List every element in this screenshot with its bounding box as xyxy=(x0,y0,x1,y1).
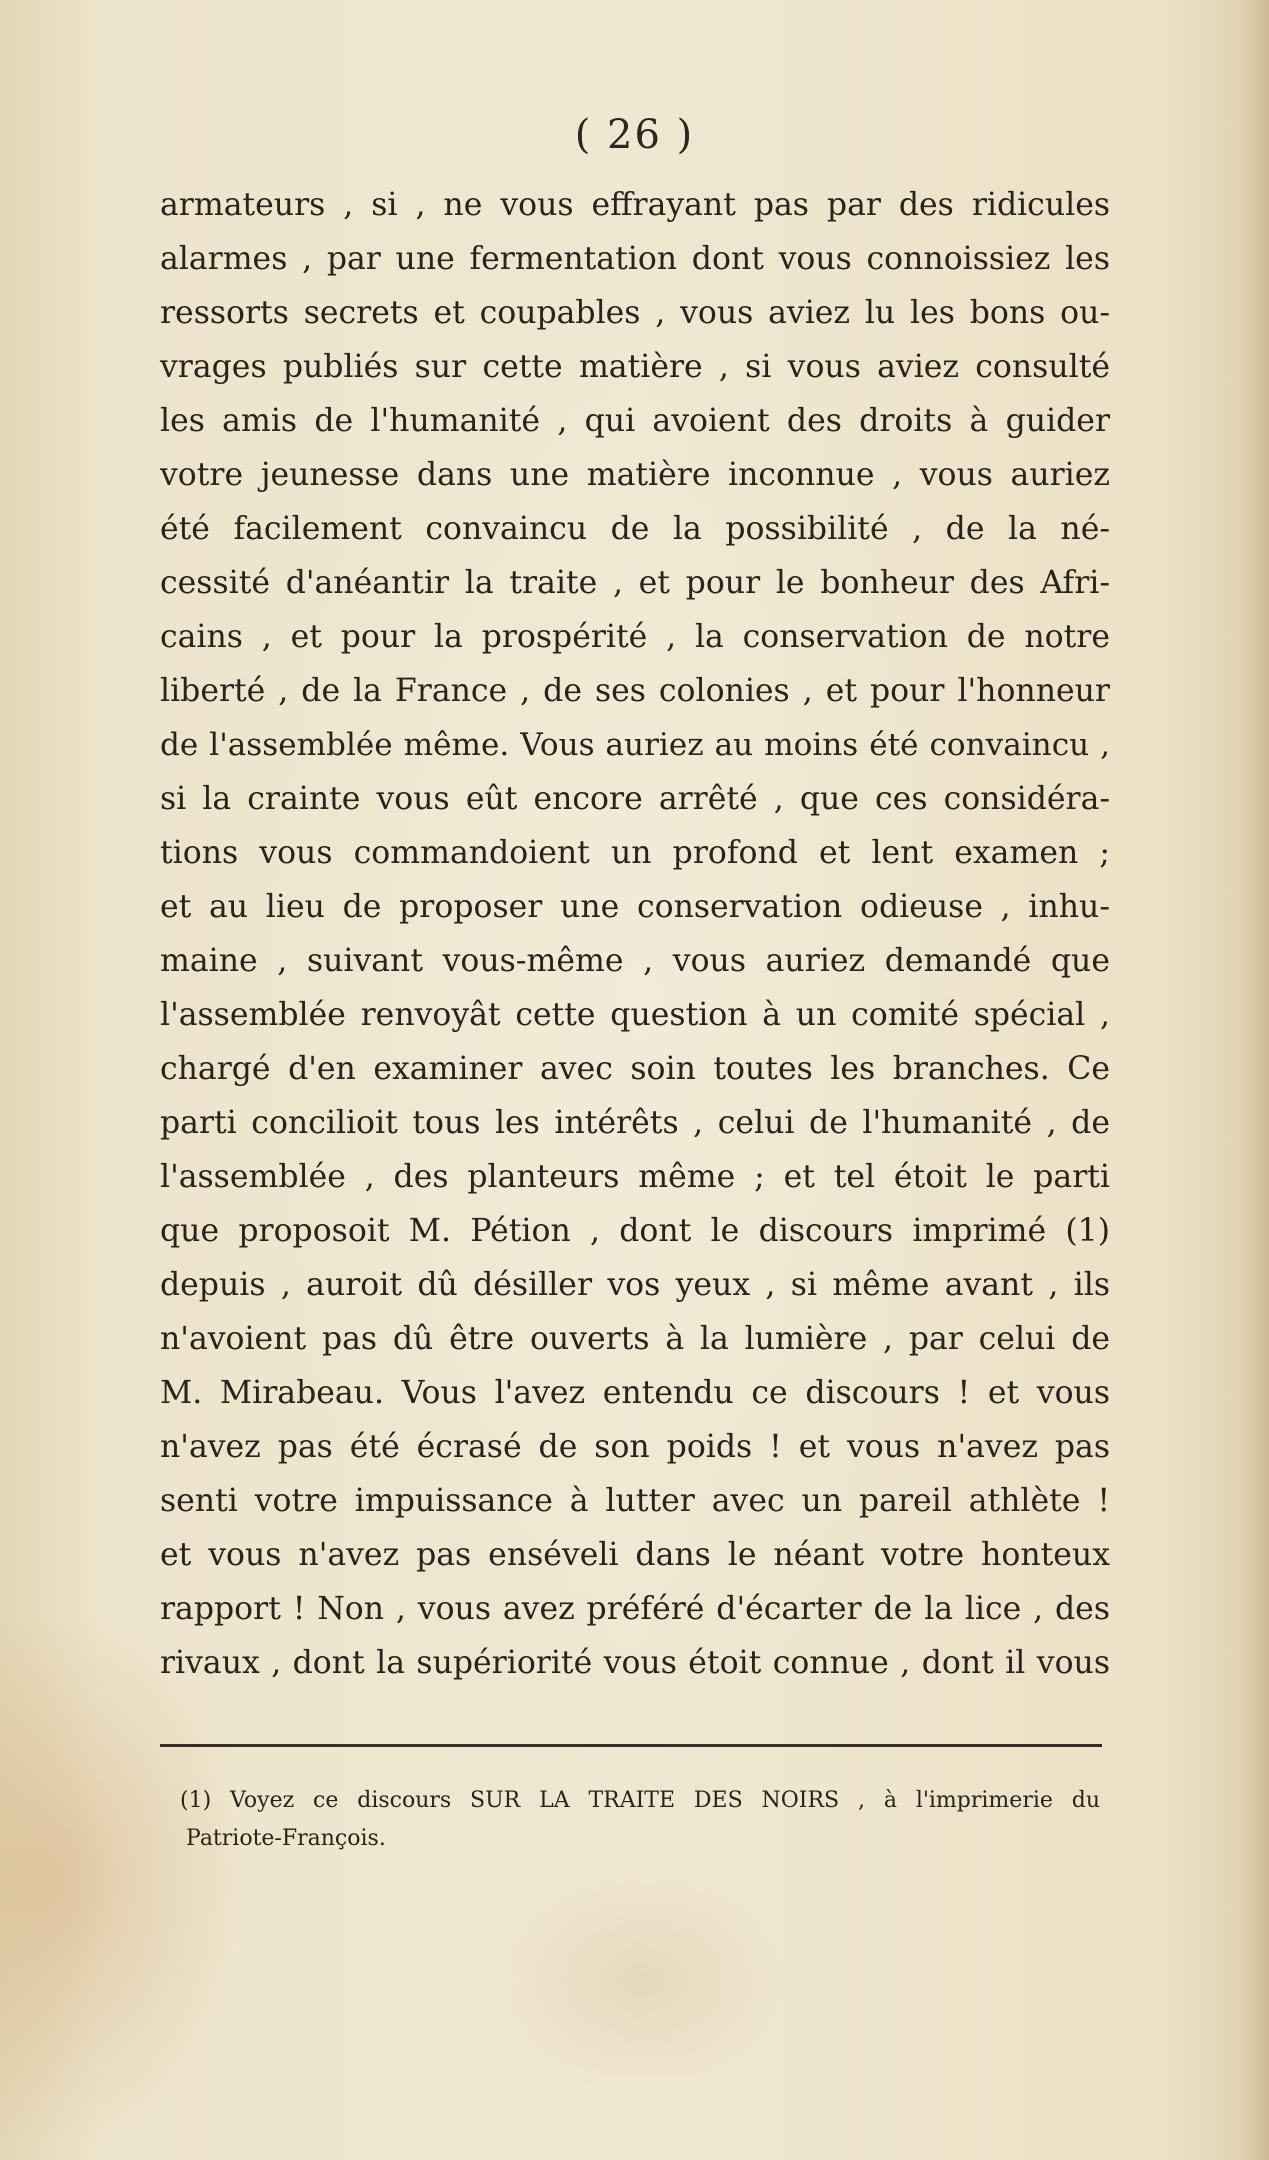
text-line: n'avoient pas dû être ouverts à la lumière , par celui de xyxy=(160,1321,1110,1357)
text-line: rivaux , dont la supériorité vous étoit connue , dont il vous xyxy=(160,1645,1110,1681)
text-line: été facilement convaincu de la possibilité , de la né- xyxy=(160,511,1110,547)
body-text xyxy=(160,178,1110,1690)
footnote-separator-rule xyxy=(160,1744,1102,1747)
text-line: alarmes , par une fermentation dont vous connoissiez les xyxy=(160,241,1110,277)
text-line: liberté , de la France , de ses colonies , et pour l'honneur xyxy=(160,673,1110,709)
text-line: l'assemblée renvoyât cette question à un comité spécial , xyxy=(160,997,1110,1033)
text-line: l'assemblée , des planteurs même ; et tel étoit le parti xyxy=(160,1159,1110,1195)
text-line: tions vous commandoient un profond et lent examen ; xyxy=(160,835,1110,871)
footnote-line: (1) Voyez ce discours SUR LA TRAITE DES NOIRS , à l'imprimerie du xyxy=(180,1788,1100,1813)
text-line: ressorts secrets et coupables , vous aviez lu les bons ou- xyxy=(160,295,1110,331)
text-line: vrages publiés sur cette matière , si vous aviez consulté xyxy=(160,349,1110,385)
text-line: de l'assemblée même. Vous auriez au moins été convaincu , xyxy=(160,727,1110,763)
text-line: M. Mirabeau. Vous l'avez entendu ce discours ! et vous xyxy=(160,1375,1110,1411)
page-number: ( 26 ) xyxy=(574,112,695,158)
text-line: votre jeunesse dans une matière inconnue , vous auriez xyxy=(160,457,1110,493)
text-line: les amis de l'humanité , qui avoient des droits à guider xyxy=(160,403,1110,439)
text-line: si la crainte vous eût encore arrêté , que ces considéra- xyxy=(160,781,1110,817)
text-line: armateurs , si , ne vous effrayant pas par des ridicules xyxy=(160,187,1110,223)
text-line: et au lieu de proposer une conservation odieuse , inhu- xyxy=(160,889,1110,925)
text-line: depuis , auroit dû désiller vos yeux , si même avant , ils xyxy=(160,1267,1110,1303)
page-fold-shadow xyxy=(1241,0,1269,2160)
text-line: cains , et pour la prospérité , la conservation de notre xyxy=(160,619,1110,655)
text-line: chargé d'en examiner avec soin toutes les branches. Ce xyxy=(160,1051,1110,1087)
text-line: et vous n'avez pas enséveli dans le néant votre honteux xyxy=(160,1537,1110,1573)
text-line: senti votre impuissance à lutter avec un pareil athlète ! xyxy=(160,1483,1110,1519)
text-line: parti concilioit tous les intérêts , celui de l'humanité , de xyxy=(160,1105,1110,1141)
text-line: que proposoit M. Pétion , dont le discours imprimé (1) xyxy=(160,1213,1110,1249)
footnote xyxy=(180,1782,1100,1858)
text-line: rapport ! Non , vous avez préféré d'écarter de la lice , des xyxy=(160,1591,1110,1627)
text-line: cessité d'anéantir la traite , et pour le bonheur des Afri- xyxy=(160,565,1110,601)
text-line: n'avez pas été écrasé de son poids ! et vous n'avez pas xyxy=(160,1429,1110,1465)
footnote-line: Patriote-François. xyxy=(186,1826,386,1851)
text-line: maine , suivant vous-même , vous auriez demandé que xyxy=(160,943,1110,979)
